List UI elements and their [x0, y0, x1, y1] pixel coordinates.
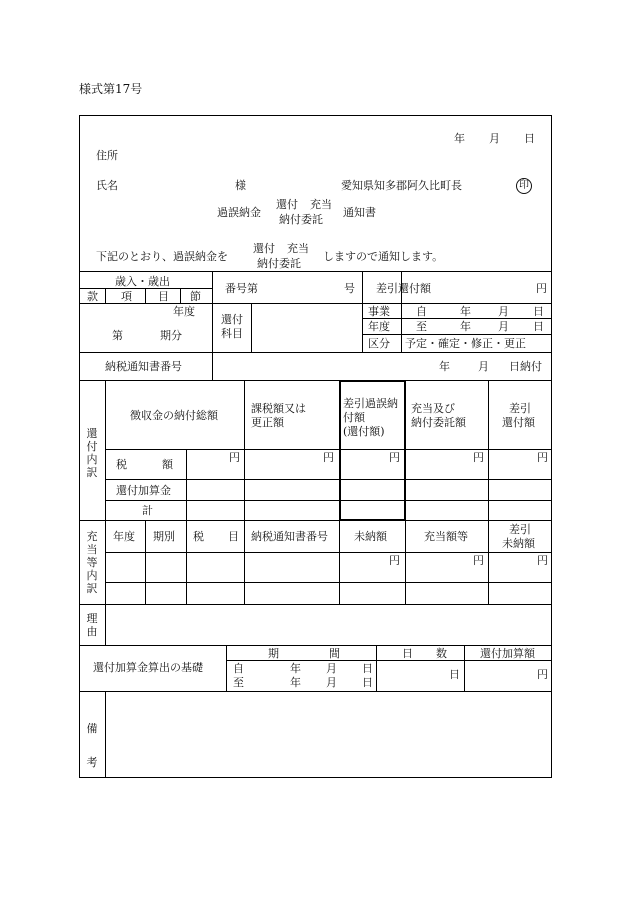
header-year: 年: [454, 132, 465, 145]
reason-label: 理由: [86, 612, 98, 638]
refund-row-kei: 計: [142, 504, 153, 517]
kasan-itaru-month: 月: [326, 676, 337, 689]
juto-unit-2: 円: [473, 554, 484, 567]
kan-label: 款: [87, 290, 98, 303]
refund-header-kago-2: 付額: [343, 411, 365, 424]
jigyo-ji-day: 日: [533, 305, 544, 318]
kasan-nissu-1: 日: [402, 647, 413, 660]
jigyo-itaru-month: 月: [498, 320, 509, 333]
header-day: 日: [524, 132, 535, 145]
intro-option-nofu: 納付委託: [257, 257, 301, 270]
sashihiki-unit: 円: [536, 282, 547, 295]
setsu-label: 節: [190, 290, 201, 303]
jigyo-ji-year: 年: [460, 305, 471, 318]
juto-header-juto: 充当額等: [424, 530, 468, 543]
seal-mark: 印: [516, 178, 532, 194]
refund-header-total: 徴収金の納付総額: [130, 409, 218, 422]
juto-unit-1: 円: [389, 554, 400, 567]
refund-row-kasankin: 還付加算金: [116, 484, 171, 497]
nendo-label: 年度: [173, 305, 195, 318]
intro-prefix: 下記のとおり、過誤納金を: [96, 250, 228, 263]
kanpu-kamoku-1: 還付: [221, 313, 243, 326]
refund-row-gaku: 額: [162, 458, 173, 471]
notice-due: 日納付: [509, 360, 542, 373]
title-option-kanpu: 還付: [276, 198, 298, 211]
kibun-label: 期分: [160, 329, 182, 342]
kou-label: 項: [121, 290, 132, 303]
juto-header-nendo: 年度: [113, 530, 135, 543]
moku-label: 目: [158, 290, 169, 303]
refund-header-juto-2: 納付委託額: [411, 416, 466, 429]
name-label: 氏名: [96, 179, 118, 192]
refund-unit-4: 円: [473, 451, 484, 464]
dai-label: 第: [112, 329, 123, 342]
issuer-name: 愛知県知多郡阿久比町長: [341, 179, 462, 192]
refund-unit-2: 円: [323, 451, 334, 464]
jigyo-label-1: 事業: [368, 305, 390, 318]
kasan-nissu-unit: 日: [449, 668, 460, 681]
kasan-ji-day: 日: [362, 662, 373, 675]
refund-unit-1: 円: [229, 451, 240, 464]
jigyo-itaru: 至: [416, 320, 427, 333]
refund-unit-5: 円: [537, 451, 548, 464]
juto-header-sashihiki-2: 未納額: [502, 537, 535, 550]
kasan-ji-month: 月: [326, 662, 337, 675]
go-label: 号: [344, 282, 355, 295]
kasan-label: 還付加算金算出の基礎: [93, 661, 203, 674]
juto-header-moku: 目: [228, 530, 239, 543]
remarks-label: 備考: [86, 722, 98, 769]
kasan-kikan-2: 間: [329, 647, 340, 660]
kasan-nissu-2: 数: [436, 647, 447, 660]
title-option-nofu: 納付委託: [279, 213, 323, 226]
juto-section-label: 充当等内訳: [86, 530, 98, 595]
kasan-unit: 円: [537, 668, 548, 681]
kasan-ji: 自: [233, 662, 244, 675]
saisyutsu-header: 歳入・歳出: [115, 275, 170, 288]
refund-row-zei: 税: [116, 458, 127, 471]
sashihiki-label: 差引還付額: [376, 282, 431, 295]
refund-header-kazei-2: 更正額: [251, 416, 284, 429]
juto-header-kibetsu: 期別: [153, 530, 175, 543]
kubun-value: 予定・確定・修正・更正: [405, 337, 526, 350]
title-prefix: 過誤納金: [217, 206, 261, 219]
kasan-itaru-day: 日: [362, 676, 373, 689]
refund-header-kago-1: 差引過誤納: [343, 397, 398, 410]
refund-section-label: 還付内訳: [86, 427, 98, 479]
juto-unit-3: 円: [537, 554, 548, 567]
intro-option-juto: 充当: [287, 242, 309, 255]
notice-year: 年: [439, 360, 450, 373]
kasan-ji-year: 年: [290, 662, 301, 675]
jigyo-label-2: 年度: [368, 320, 390, 333]
form-number: 様式第17号: [79, 82, 143, 96]
refund-header-juto-1: 充当及び: [411, 402, 455, 415]
juto-header-sashihiki-1: 差引: [509, 523, 531, 536]
intro-suffix: しますので通知します。: [323, 250, 444, 263]
kasan-gaku-header: 還付加算額: [480, 647, 535, 660]
kasan-itaru: 至: [233, 676, 244, 689]
juto-header-minou: 未納額: [354, 530, 387, 543]
kasan-itaru-year: 年: [290, 676, 301, 689]
refund-header-sashihiki-1: 差引: [509, 402, 531, 415]
kanpu-kamoku-2: 科目: [221, 327, 243, 340]
juto-header-zei: 税: [193, 530, 204, 543]
address-label: 住所: [96, 149, 118, 162]
jigyo-ji-month: 月: [498, 305, 509, 318]
refund-unit-3: 円: [389, 451, 400, 464]
refund-header-kazei-1: 課税額又は: [251, 402, 306, 415]
title-suffix: 通知書: [343, 206, 376, 219]
kasan-kikan-1: 期: [268, 647, 279, 660]
notice-month: 月: [478, 360, 489, 373]
refund-header-kago-3: (還付額): [343, 425, 385, 438]
jigyo-ji: 自: [416, 305, 427, 318]
title-option-juto: 充当: [310, 198, 332, 211]
bango-label: 番号第: [225, 282, 258, 295]
intro-option-kanpu: 還付: [253, 242, 275, 255]
kubun-label: 区分: [368, 337, 390, 350]
juto-header-notice-no: 納税通知書番号: [251, 530, 328, 543]
notice-label: 納税通知書番号: [105, 360, 182, 373]
refund-header-sashihiki-2: 還付額: [502, 416, 535, 429]
sama-label: 様: [235, 179, 246, 192]
jigyo-itaru-day: 日: [533, 320, 544, 333]
header-month: 月: [489, 132, 500, 145]
jigyo-itaru-year: 年: [460, 320, 471, 333]
